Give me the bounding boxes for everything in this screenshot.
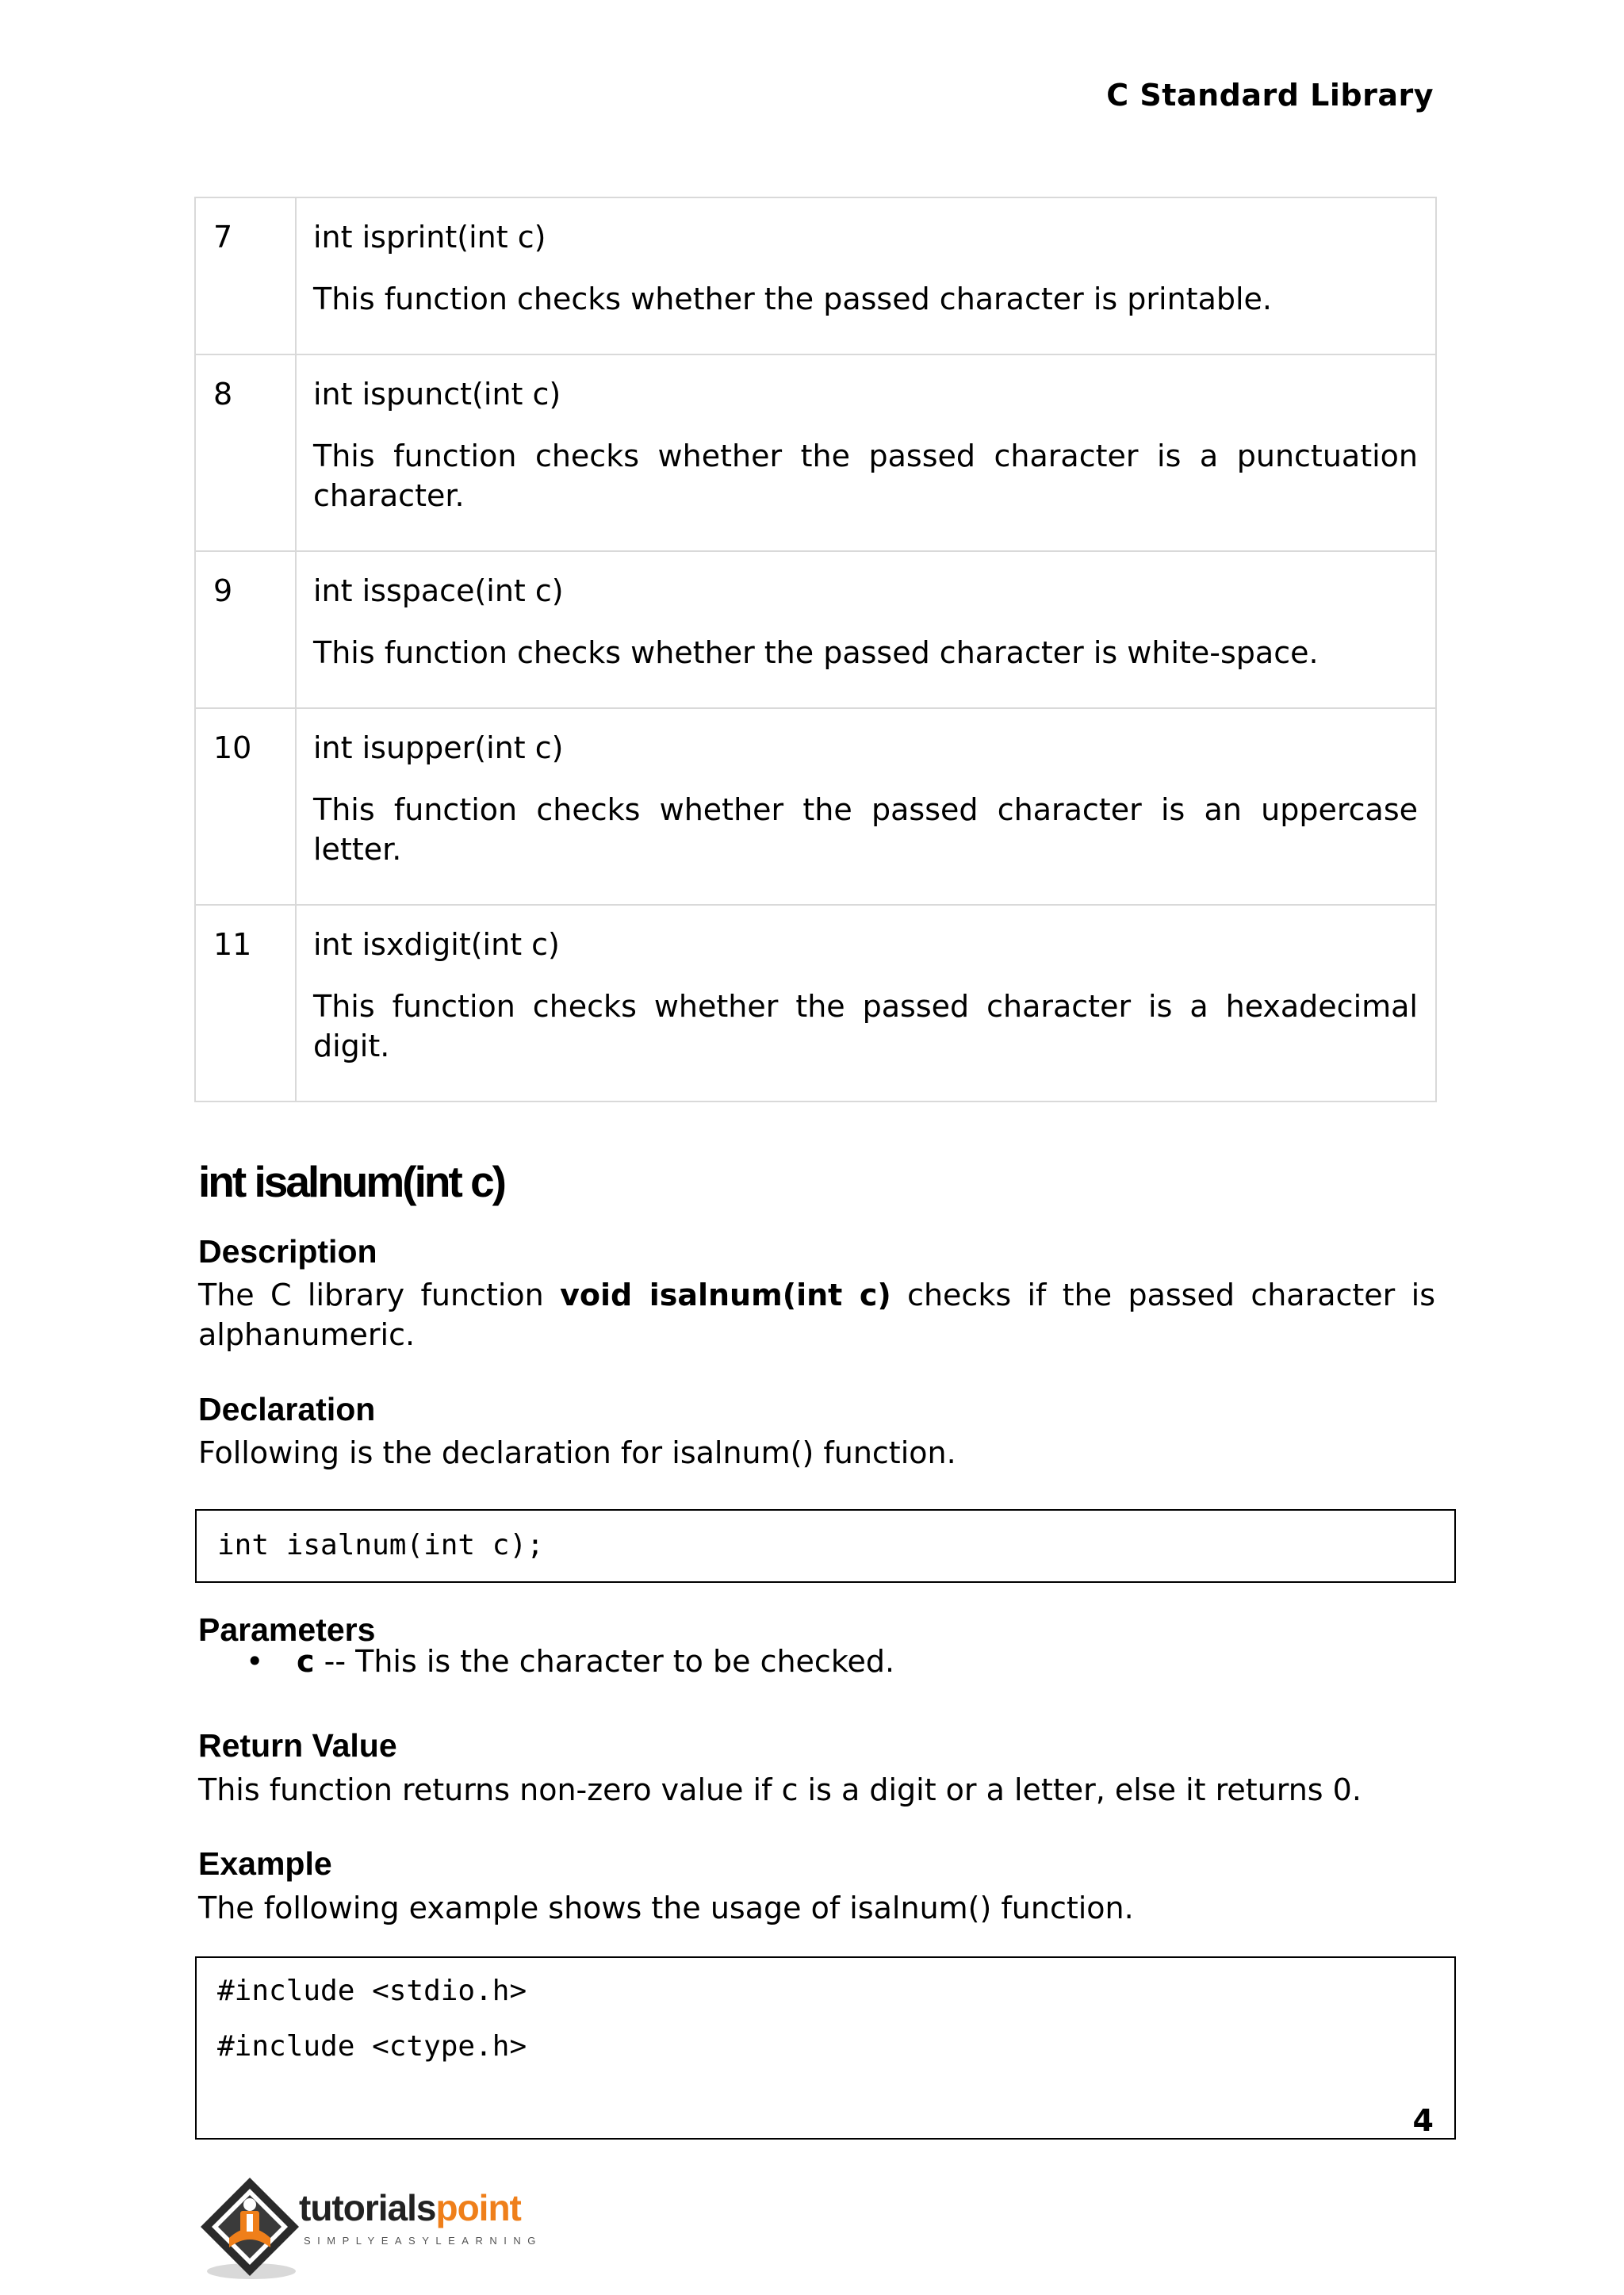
logo-emblem-icon bbox=[194, 2171, 305, 2282]
function-description: This function checks whether the passed character is a punctuation character. bbox=[313, 439, 1418, 513]
list-item bbox=[246, 1642, 894, 1681]
running-header: C Standard Library bbox=[1106, 78, 1434, 113]
function-description: This function checks whether the passed character is printable. bbox=[313, 282, 1272, 316]
function-description: This function checks whether the passed character is a hexadecimal digit. bbox=[313, 989, 1418, 1063]
row-content bbox=[296, 354, 1436, 551]
functions-table bbox=[194, 197, 1437, 1102]
function-signature: int isprint(int c) bbox=[313, 220, 546, 255]
function-signature: int isspace(int c) bbox=[313, 573, 564, 608]
logo-wordmark bbox=[299, 2186, 521, 2230]
function-signature: int isupper(int c) bbox=[313, 730, 564, 765]
table-row bbox=[195, 197, 1436, 354]
section-title: int isalnum(int c) bbox=[198, 1157, 504, 1206]
row-number: 8 bbox=[195, 354, 296, 551]
declaration-text: Following is the declaration for isalnum() function. bbox=[198, 1435, 956, 1470]
page-number: 4 bbox=[1412, 2103, 1434, 2138]
code-line: #include <stdio.h> bbox=[217, 1975, 527, 2007]
parameter-name: c bbox=[297, 1644, 315, 1679]
row-number: 11 bbox=[195, 905, 296, 1102]
declaration-code-block bbox=[195, 1509, 1456, 1583]
function-signature: int isxdigit(int c) bbox=[313, 927, 560, 962]
example-code-block bbox=[195, 1956, 1456, 2140]
table-row bbox=[195, 905, 1436, 1102]
parameters-list bbox=[246, 1642, 894, 1681]
logo-tagline: SIMPLYEASYLEARNING bbox=[304, 2235, 542, 2247]
description-heading: Description bbox=[198, 1233, 377, 1270]
code-line: int isalnum(int c); bbox=[217, 1529, 544, 1561]
return-value-heading: Return Value bbox=[198, 1727, 397, 1764]
description-function-name: void isalnum(int c) bbox=[560, 1278, 891, 1312]
function-description: This function checks whether the passed character is an uppercase letter. bbox=[313, 792, 1418, 867]
function-description: This function checks whether the passed character is white-space. bbox=[313, 635, 1319, 670]
example-heading: Example bbox=[198, 1845, 332, 1882]
row-number: 10 bbox=[195, 708, 296, 905]
logo-wordmark-part1: tutorials bbox=[299, 2187, 436, 2228]
logo-wordmark-part2: point bbox=[435, 2187, 521, 2228]
declaration-heading: Declaration bbox=[198, 1391, 376, 1427]
parameters-heading: Parameters bbox=[198, 1611, 376, 1648]
description-text bbox=[198, 1275, 1435, 1354]
row-content bbox=[296, 708, 1436, 905]
return-value-text: This function returns non-zero value if c is a digit or a letter, else it returns 0. bbox=[198, 1772, 1362, 1807]
table-row bbox=[195, 551, 1436, 708]
parameter-description: -- This is the character to be checked. bbox=[314, 1644, 895, 1679]
code-line: #include <ctype.h> bbox=[217, 2030, 527, 2063]
tutorialspoint-logo bbox=[194, 2171, 607, 2282]
table-row bbox=[195, 708, 1436, 905]
function-signature: int ispunct(int c) bbox=[313, 377, 561, 412]
row-content bbox=[296, 905, 1436, 1102]
row-content bbox=[296, 197, 1436, 354]
description-prefix: The C library function bbox=[198, 1278, 561, 1312]
row-content bbox=[296, 551, 1436, 708]
table-row bbox=[195, 354, 1436, 551]
description-suffix: checks if the passed character is alphanumeric. bbox=[198, 1278, 1435, 1352]
row-number: 7 bbox=[195, 197, 296, 354]
row-number: 9 bbox=[195, 551, 296, 708]
bullet-icon: • bbox=[246, 1644, 264, 1679]
example-text: The following example shows the usage of isalnum() function. bbox=[198, 1891, 1134, 1925]
